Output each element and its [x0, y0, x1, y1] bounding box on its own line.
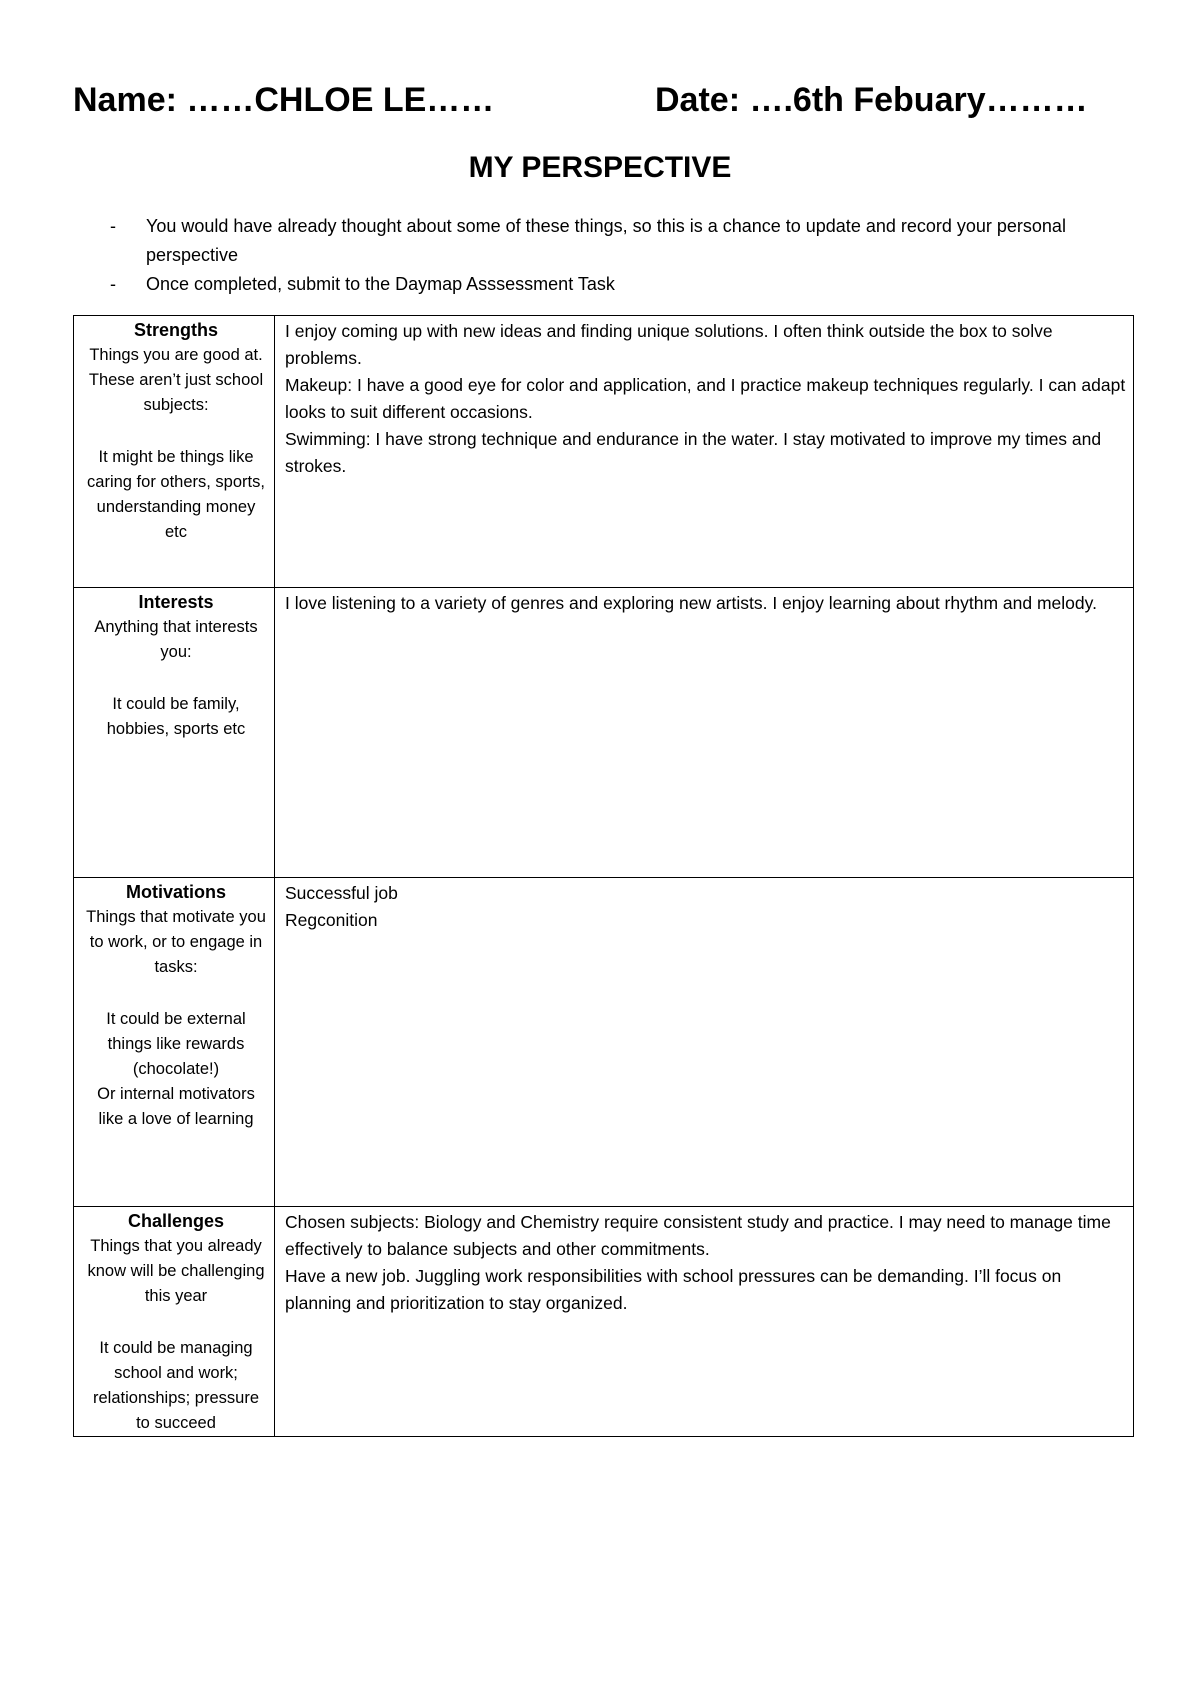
challenges-response[interactable]: [275, 1207, 1134, 1437]
strengths-examples: It might be things like caring for others, sports, understanding money etc: [87, 448, 265, 541]
challenges-row: [74, 1207, 1134, 1437]
challenges-examples: It could be managing school and work; relationships; pressure to succeed: [93, 1339, 259, 1432]
response-line: Swimming: I have strong technique and endurance in the water. I stay motivated to improve my times and strokes.: [285, 429, 1102, 476]
response-line: I enjoy coming up with new ideas and finding unique solutions. I often think outside the box to solve problems.: [285, 321, 1053, 368]
interests-examples: It could be family, hobbies, sports etc: [106, 695, 246, 738]
strengths-response[interactable]: [275, 316, 1134, 588]
bullet-dash: -: [110, 216, 116, 236]
response-line: I love listening to a variety of genres and exploring new artists. I enjoy learning about rhythm and melody.: [285, 593, 1097, 613]
student-name: Name: ……CHLOE LE……: [73, 81, 495, 119]
challenges-label-cell: [74, 1207, 275, 1437]
page-title: MY PERSPECTIVE: [468, 151, 732, 184]
motivations-heading: Motivations: [125, 882, 226, 902]
response-line: Chosen subjects: Biology and Chemistry require consistent study and practice. I may need to manage time effectively to balance subjects and other commitments.: [285, 1212, 1111, 1259]
motivations-row: [74, 878, 1134, 1207]
motivations-label-cell: [74, 878, 275, 1207]
motivations-prompt: Things that motivate you to work, or to engage in tasks:: [86, 908, 266, 976]
perspective-table: [73, 315, 1134, 1437]
response-line: Successful job: [285, 883, 398, 903]
challenges-heading: Challenges: [127, 1211, 225, 1231]
interests-row: [74, 588, 1134, 878]
strengths-row: [74, 316, 1134, 588]
interests-label-cell: [74, 588, 275, 878]
bullet-dash: -: [110, 274, 116, 294]
instruction-text: Once completed, submit to the Daymap Asssessment Task: [146, 274, 615, 294]
response-line: Have a new job. Juggling work responsibilities with school pressures can be demanding. I’ll focus on planning and prioritization to stay organized.: [285, 1266, 1062, 1313]
challenges-prompt: Things that you already know will be challenging this year: [87, 1237, 265, 1305]
instructions-list: [110, 212, 1120, 299]
motivations-response[interactable]: [275, 878, 1134, 1207]
strengths-heading: Strengths: [133, 320, 218, 340]
interests-response[interactable]: [275, 588, 1134, 878]
response-line: Regconition: [285, 910, 378, 930]
strengths-label-cell: [74, 316, 275, 588]
interests-prompt: Anything that interests you:: [94, 618, 258, 661]
interests-heading: Interests: [138, 592, 214, 612]
response-line: Makeup: I have a good eye for color and application, and I practice makeup techniques regularly. I can adapt looks to suit different occasions.: [285, 375, 1126, 422]
motivations-examples: It could be external things like rewards (chocolate!): [106, 1010, 246, 1078]
motivations-examples-internal: Or internal motivators like a love of learning: [97, 1085, 255, 1128]
header-row: [73, 78, 1133, 122]
submission-date: Date: ….6th Febuary………: [655, 81, 1088, 119]
instruction-text: You would have already thought about some of these things, so this is a chance to update and record your personal perspective: [146, 216, 1066, 265]
instruction-item: [110, 212, 1120, 270]
strengths-prompt: Things you are good at. These aren’t just school subjects:: [88, 346, 264, 414]
instruction-item: [110, 270, 1120, 299]
